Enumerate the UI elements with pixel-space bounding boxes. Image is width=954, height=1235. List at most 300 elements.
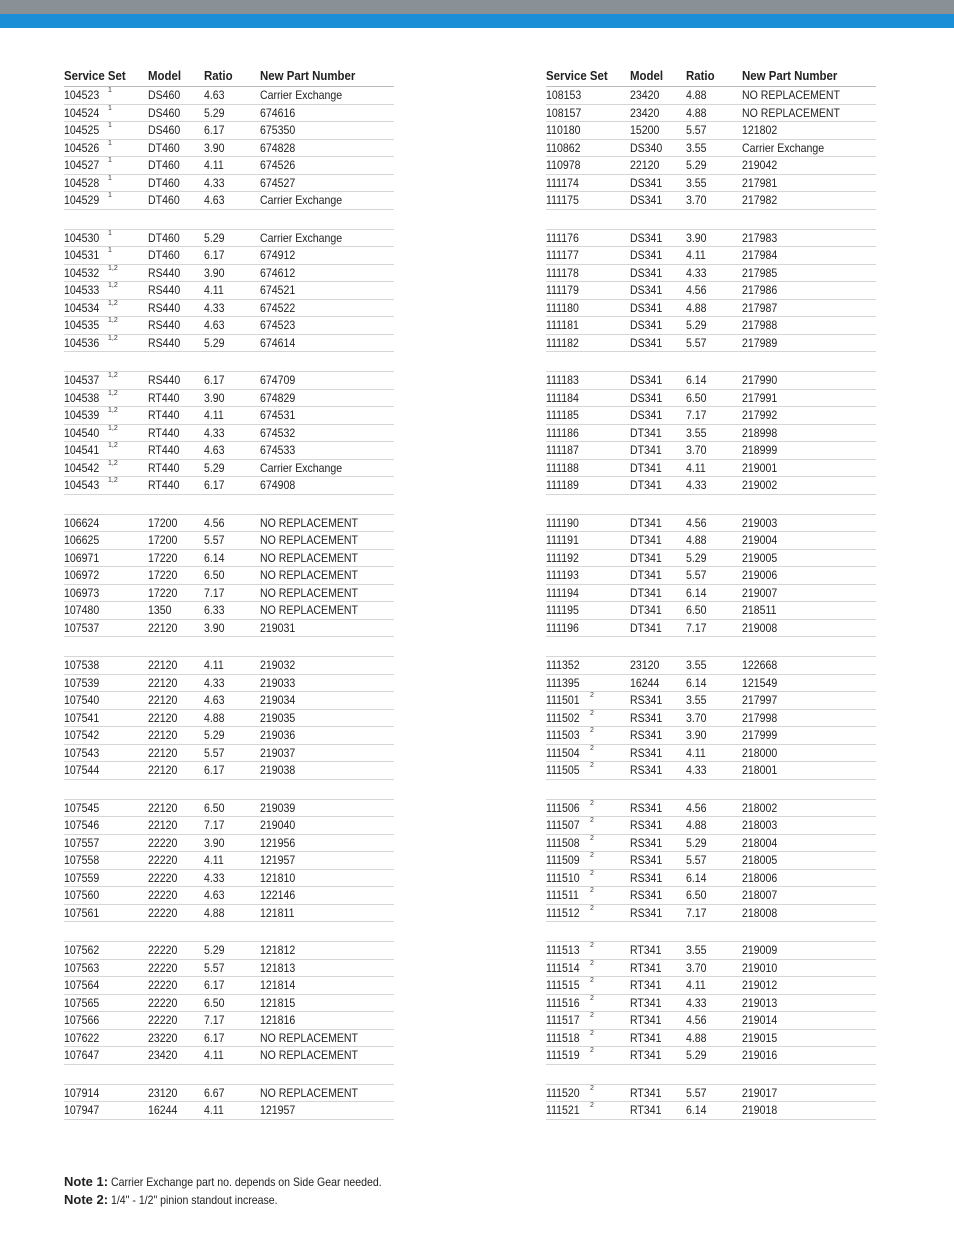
header-new-part-number: New Part Number	[742, 68, 838, 83]
top-banner-grey	[0, 0, 954, 14]
ratio-cell: 3.55	[686, 425, 707, 440]
ratio-cell: 5.57	[204, 745, 225, 760]
service-set-cell: 107562	[64, 943, 100, 957]
new-part-number-cell: 674709	[260, 373, 296, 387]
service-set-cell: 104536	[64, 335, 100, 350]
ratio-cell: 3.70	[686, 443, 707, 457]
ratio-cell: 7.17	[204, 585, 225, 600]
ratio-cell: 4.11	[204, 658, 224, 672]
table-row	[546, 87, 876, 105]
model-cell: 22220	[148, 853, 178, 867]
new-part-number-cell: 219004	[742, 533, 778, 547]
table-row	[546, 532, 876, 550]
new-part-number-cell: NO REPLACEMENT	[260, 533, 358, 547]
table-header	[546, 66, 876, 87]
ratio-cell: 6.14	[204, 550, 225, 565]
table-body	[546, 87, 876, 1120]
new-part-number-cell: 121957	[260, 853, 296, 867]
service-set-cell: 107559	[64, 870, 100, 885]
new-part-number-cell: 121816	[260, 1013, 296, 1027]
model-cell: DS460	[148, 88, 181, 102]
footnote-marker: 2	[590, 1029, 594, 1037]
table-row	[64, 335, 394, 353]
table-row	[64, 675, 394, 693]
ratio-cell: 6.50	[686, 888, 707, 902]
new-part-number-cell: 219017	[742, 1085, 778, 1100]
footnote-marker: 2	[590, 799, 594, 807]
service-set-cell: 106624	[64, 515, 100, 530]
model-cell: RT341	[630, 995, 662, 1010]
service-set-cell: 111181	[546, 318, 579, 332]
new-part-number-cell: 122146	[260, 888, 296, 902]
table-row	[64, 532, 394, 550]
ratio-cell: 6.50	[204, 995, 225, 1010]
model-cell: 22220	[148, 978, 178, 992]
new-part-number-cell: 217985	[742, 265, 778, 280]
service-set-cell: 111175	[546, 193, 579, 207]
table-row	[64, 887, 394, 905]
table-row	[64, 762, 394, 780]
group-spacer	[64, 495, 394, 515]
footnote-marker: 2	[590, 942, 594, 949]
new-part-number-cell: 217998	[742, 710, 778, 725]
header-model: Model	[630, 68, 664, 83]
new-part-number-cell: 219012	[742, 978, 778, 992]
service-set-cell: 104542	[64, 460, 100, 475]
new-part-number-cell: 219034	[260, 693, 296, 707]
new-part-number-cell: 217984	[742, 248, 778, 262]
model-cell: RT341	[630, 943, 662, 957]
table-row	[64, 960, 394, 978]
service-set-cell: 111514	[546, 960, 580, 975]
table-row	[546, 1030, 876, 1048]
new-part-number-cell: 218007	[742, 888, 778, 902]
ratio-cell: 3.55	[686, 693, 707, 707]
service-set-cell: 104524	[64, 105, 100, 120]
service-set-cell: 107538	[64, 658, 100, 672]
table-row	[546, 300, 876, 318]
footnote-marker: 2	[590, 994, 594, 1002]
table-row	[546, 977, 876, 995]
table-row	[64, 905, 394, 923]
footnote-marker: 2	[590, 959, 594, 967]
parts-table-right	[546, 66, 876, 1120]
model-cell: DS341	[630, 175, 663, 190]
table-row	[64, 852, 394, 870]
table-row	[546, 425, 876, 443]
service-set-cell: 107540	[64, 693, 100, 707]
model-cell: 23420	[148, 1048, 178, 1062]
model-cell: RS341	[630, 888, 663, 902]
model-cell: DT460	[148, 193, 180, 207]
table-row	[64, 230, 394, 248]
ratio-cell: 4.11	[204, 158, 224, 172]
table-row	[546, 247, 876, 265]
new-part-number-cell: 219040	[260, 818, 296, 832]
model-cell: 17200	[148, 533, 178, 547]
ratio-cell: 4.63	[204, 318, 225, 332]
ratio-cell: 3.90	[204, 390, 225, 405]
ratio-cell: 5.29	[204, 230, 225, 245]
service-set-cell: 104534	[64, 300, 100, 315]
table-row	[546, 550, 876, 568]
service-set-cell: 111505	[546, 763, 580, 777]
service-set-cell: 104537	[64, 373, 100, 387]
note-text: 1/4" - 1/2" pinion standout increase.	[111, 1193, 279, 1207]
service-set-cell: 107561	[64, 905, 100, 920]
table-row	[546, 657, 876, 675]
new-part-number-cell: 121815	[260, 995, 296, 1010]
model-cell: DS341	[630, 193, 663, 207]
ratio-cell: 4.11	[204, 283, 224, 297]
service-set-cell: 107557	[64, 835, 100, 850]
model-cell: RT341	[630, 1013, 662, 1027]
note-2	[64, 1192, 419, 1210]
new-part-number-cell: NO REPLACEMENT	[260, 603, 358, 617]
model-cell: DT460	[148, 230, 180, 245]
service-set-cell: 111192	[546, 550, 579, 565]
service-set-cell: 107647	[64, 1048, 100, 1062]
model-cell: RT341	[630, 1085, 662, 1100]
model-cell: 23420	[630, 105, 660, 120]
new-part-number-cell: NO REPLACEMENT	[260, 1048, 358, 1062]
footnote-marker: 1	[108, 192, 112, 199]
ratio-cell: 7.17	[204, 818, 225, 832]
note-label: Note 2:	[64, 1192, 109, 1207]
table-row	[546, 122, 876, 140]
table-row	[546, 317, 876, 335]
ratio-cell: 5.29	[686, 158, 707, 172]
ratio-cell: 3.55	[686, 140, 707, 155]
new-part-number-cell: 218006	[742, 870, 778, 885]
ratio-cell: 4.63	[204, 88, 225, 102]
footnote-marker: 1,2	[108, 424, 118, 432]
new-part-number-cell: Carrier Exchange	[260, 193, 343, 207]
service-set-cell: 111182	[546, 335, 579, 350]
footnote-marker: 2	[590, 869, 594, 877]
model-cell: 22120	[148, 693, 178, 707]
service-set-cell: 111187	[546, 443, 579, 457]
table-row	[64, 87, 394, 105]
new-part-number-cell: 219009	[742, 943, 778, 957]
ratio-cell: 4.88	[686, 88, 707, 102]
ratio-cell: 6.14	[686, 675, 707, 690]
model-cell: RS341	[630, 763, 663, 777]
model-cell: 22120	[148, 818, 178, 832]
service-set-cell: 111185	[546, 408, 579, 422]
group-spacer	[546, 210, 876, 230]
table-row	[64, 192, 394, 210]
model-cell: 22220	[148, 943, 178, 957]
group-spacer	[546, 352, 876, 372]
footnote-marker: 1	[108, 157, 112, 164]
table-header	[64, 66, 394, 87]
ratio-cell: 4.56	[686, 1013, 707, 1027]
model-cell: RT440	[148, 460, 180, 475]
new-part-number-cell: 218999	[742, 443, 778, 457]
new-part-number-cell: 121814	[260, 978, 296, 992]
model-cell: RS341	[630, 728, 663, 742]
new-part-number-cell: 218004	[742, 835, 778, 850]
ratio-cell: 4.33	[204, 175, 225, 190]
table-row	[64, 425, 394, 443]
ratio-cell: 4.11	[686, 248, 706, 262]
table-row	[64, 1085, 394, 1103]
model-cell: 17220	[148, 568, 178, 582]
table-row	[64, 585, 394, 603]
service-set-cell: 104528	[64, 175, 100, 190]
table-row	[546, 460, 876, 478]
model-cell: 22220	[148, 995, 178, 1010]
service-set-cell: 107541	[64, 710, 100, 725]
footnote-marker: 1	[108, 104, 112, 112]
service-set-cell: 104530	[64, 230, 100, 245]
table-row	[546, 140, 876, 158]
table-row	[546, 835, 876, 853]
model-cell: DS341	[630, 390, 663, 405]
new-part-number-cell: 218002	[742, 800, 778, 815]
service-set-cell: 104527	[64, 158, 100, 172]
footnote-marker: 1,2	[108, 372, 118, 379]
ratio-cell: 4.11	[204, 408, 224, 422]
table-row	[64, 692, 394, 710]
model-cell: DT341	[630, 443, 662, 457]
service-set-cell: 107544	[64, 763, 100, 777]
model-cell: 22220	[148, 905, 178, 920]
table-row	[546, 265, 876, 283]
new-part-number-cell: 219037	[260, 745, 296, 760]
model-cell: RS341	[630, 800, 663, 815]
footnote-marker: 2	[590, 709, 594, 717]
table-row	[546, 905, 876, 923]
service-set-cell: 104532	[64, 265, 100, 280]
table-row	[546, 675, 876, 693]
table-row	[546, 407, 876, 425]
service-set-cell: 111179	[546, 283, 579, 297]
model-cell: 16244	[630, 675, 660, 690]
ratio-cell: 4.33	[204, 425, 225, 440]
footnote-marker: 2	[590, 1084, 594, 1092]
new-part-number-cell: 219007	[742, 585, 778, 600]
group-spacer	[64, 922, 394, 942]
model-cell: 22120	[148, 763, 178, 777]
model-cell: RS440	[148, 318, 181, 332]
table-row	[64, 247, 394, 265]
service-set-cell: 104535	[64, 318, 100, 332]
model-cell: DS340	[630, 140, 663, 155]
model-cell: RS341	[630, 905, 663, 920]
model-cell: RT341	[630, 1048, 662, 1062]
ratio-cell: 6.33	[204, 603, 225, 617]
footnote-marker: 1	[108, 139, 112, 147]
footnote-marker: 1,2	[108, 442, 118, 449]
table-row	[546, 372, 876, 390]
model-cell: RS341	[630, 693, 663, 707]
ratio-cell: 3.90	[204, 140, 225, 155]
group-spacer	[546, 637, 876, 657]
new-part-number-cell: 217982	[742, 193, 778, 207]
service-set-cell: 108157	[546, 105, 582, 120]
table-row	[546, 995, 876, 1013]
new-part-number-cell: 219031	[260, 620, 296, 635]
ratio-cell: 4.33	[686, 265, 707, 280]
model-cell: DS341	[630, 373, 663, 387]
new-part-number-cell: NO REPLACEMENT	[260, 1085, 358, 1100]
ratio-cell: 7.17	[686, 620, 707, 635]
new-part-number-cell: 217992	[742, 408, 778, 422]
model-cell: DS341	[630, 283, 663, 297]
service-set-cell: 104526	[64, 140, 100, 155]
ratio-cell: 5.29	[204, 460, 225, 475]
new-part-number-cell: 121811	[260, 905, 295, 920]
header-ratio: Ratio	[204, 68, 233, 83]
model-cell: RT440	[148, 443, 180, 457]
ratio-cell: 4.56	[686, 515, 707, 530]
ratio-cell: 6.14	[686, 870, 707, 885]
model-cell: RT440	[148, 408, 180, 422]
new-part-number-cell: 121802	[742, 123, 778, 137]
service-set-cell: 107546	[64, 818, 100, 832]
ratio-cell: 4.33	[204, 870, 225, 885]
model-cell: RT341	[630, 960, 662, 975]
model-cell: DT341	[630, 550, 662, 565]
ratio-cell: 4.33	[686, 995, 707, 1010]
new-part-number-cell: 674533	[260, 443, 296, 457]
table-row	[546, 745, 876, 763]
ratio-cell: 4.33	[686, 478, 707, 492]
footnote-marker: 1,2	[108, 282, 118, 289]
ratio-cell: 4.63	[204, 443, 225, 457]
table-row	[64, 550, 394, 568]
ratio-cell: 4.88	[686, 300, 707, 315]
table-row	[64, 995, 394, 1013]
table-row	[546, 105, 876, 123]
model-cell: 22120	[148, 745, 178, 760]
model-cell: 16244	[148, 1103, 178, 1117]
ratio-cell: 5.29	[686, 318, 707, 332]
table-row	[64, 567, 394, 585]
table-row	[64, 1047, 394, 1065]
service-set-cell: 104523	[64, 88, 100, 102]
ratio-cell: 4.11	[686, 460, 706, 475]
service-set-cell: 111194	[546, 585, 579, 600]
table-row	[546, 515, 876, 533]
new-part-number-cell: 219003	[742, 515, 778, 530]
model-cell: RT341	[630, 1030, 662, 1045]
model-cell: DT341	[630, 568, 662, 582]
model-cell: DT341	[630, 460, 662, 475]
ratio-cell: 5.29	[204, 335, 225, 350]
ratio-cell: 4.33	[686, 763, 707, 777]
footnotes	[64, 1174, 419, 1210]
model-cell: DT341	[630, 620, 662, 635]
ratio-cell: 6.14	[686, 1103, 707, 1117]
footnote-marker: 2	[590, 834, 594, 842]
ratio-cell: 4.88	[686, 533, 707, 547]
new-part-number-cell: 217986	[742, 283, 778, 297]
ratio-cell: 3.55	[686, 175, 707, 190]
header-new-part-number: New Part Number	[260, 68, 356, 83]
model-cell: 23120	[148, 1085, 178, 1100]
header-service-set: Service Set	[64, 68, 126, 83]
service-set-cell: 111352	[546, 658, 580, 672]
service-set-cell: 107622	[64, 1030, 100, 1045]
service-set-cell: 107480	[64, 603, 100, 617]
new-part-number-cell: Carrier Exchange	[260, 230, 343, 245]
top-banner-blue	[0, 14, 954, 28]
table-row	[546, 390, 876, 408]
ratio-cell: 4.63	[204, 693, 225, 707]
ratio-cell: 4.88	[686, 818, 707, 832]
new-part-number-cell: 122668	[742, 658, 778, 672]
table-row	[64, 122, 394, 140]
ratio-cell: 4.88	[204, 905, 225, 920]
table-row	[64, 620, 394, 638]
ratio-cell: 4.11	[204, 1048, 224, 1062]
ratio-cell: 5.57	[686, 335, 707, 350]
service-set-cell: 104540	[64, 425, 100, 440]
new-part-number-cell: 121810	[260, 870, 296, 885]
new-part-number-cell: NO REPLACEMENT	[742, 88, 840, 102]
service-set-cell: 106972	[64, 568, 100, 582]
model-cell: DS460	[148, 105, 181, 120]
model-cell: 22120	[630, 158, 660, 172]
new-part-number-cell: 674521	[260, 283, 296, 297]
table-row	[64, 442, 394, 460]
service-set-cell: 106625	[64, 533, 100, 547]
service-set-cell: 111507	[546, 818, 580, 832]
new-part-number-cell: 674829	[260, 390, 296, 405]
service-set-cell: 104531	[64, 248, 100, 262]
service-set-cell: 111195	[546, 603, 579, 617]
model-cell: 17220	[148, 585, 178, 600]
service-set-cell: 104525	[64, 123, 100, 137]
service-set-cell: 111190	[546, 515, 579, 530]
ratio-cell: 5.57	[686, 853, 707, 867]
table-row	[546, 157, 876, 175]
ratio-cell: 4.56	[204, 515, 225, 530]
model-cell: 22120	[148, 675, 178, 690]
table-row	[546, 887, 876, 905]
service-set-cell: 111518	[546, 1030, 580, 1045]
service-set-cell: 111193	[546, 568, 579, 582]
table-row	[546, 282, 876, 300]
service-set-cell: 107542	[64, 728, 100, 742]
table-row	[546, 852, 876, 870]
table-row	[64, 942, 394, 960]
table-row	[546, 585, 876, 603]
table-row	[546, 800, 876, 818]
model-cell: RS440	[148, 373, 181, 387]
service-set-cell: 107545	[64, 800, 100, 815]
new-part-number-cell: 674523	[260, 318, 296, 332]
new-part-number-cell: 675350	[260, 123, 296, 137]
table-row	[64, 105, 394, 123]
new-part-number-cell: 217991	[742, 390, 778, 405]
header-ratio: Ratio	[686, 68, 715, 83]
note-1	[64, 1174, 419, 1192]
service-set-cell: 111176	[546, 230, 579, 245]
new-part-number-cell: 674908	[260, 478, 296, 492]
note-text: Carrier Exchange part no. depends on Side Gear needed.	[111, 1175, 383, 1189]
model-cell: 22120	[148, 620, 178, 635]
group-spacer	[546, 922, 876, 942]
new-part-number-cell: 219035	[260, 710, 296, 725]
header-service-set: Service Set	[546, 68, 608, 83]
footnote-marker: 1,2	[108, 407, 118, 414]
ratio-cell: 3.70	[686, 960, 707, 975]
new-part-number-cell: 674828	[260, 140, 296, 155]
